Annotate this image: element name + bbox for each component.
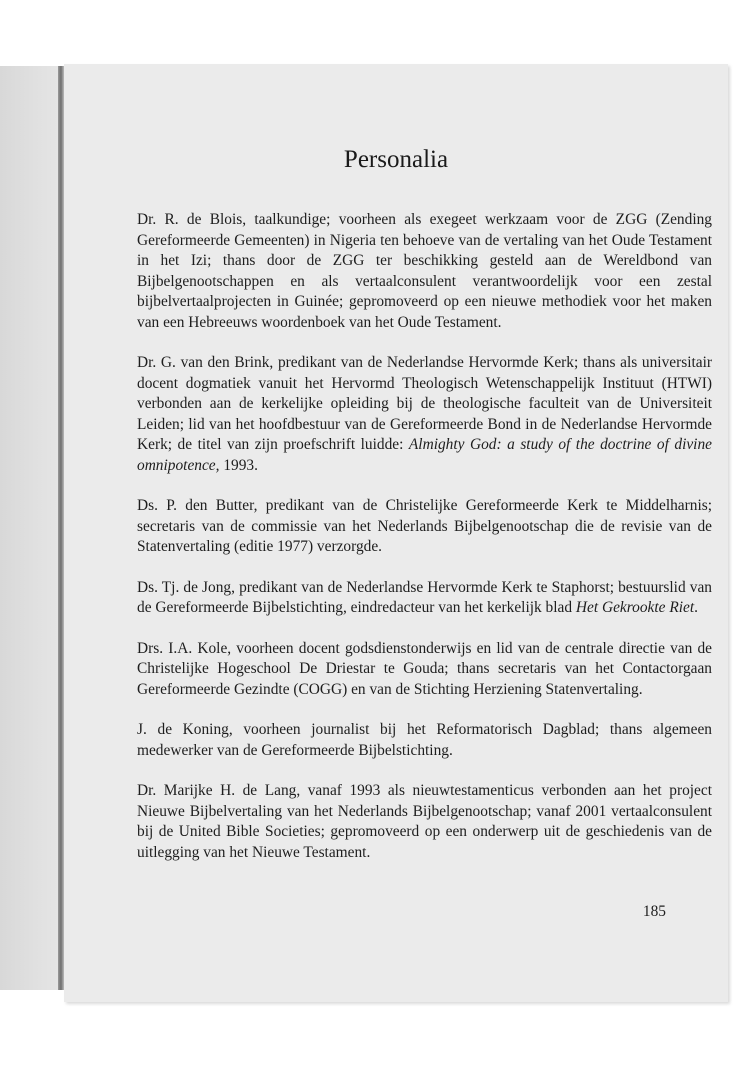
entry-den-butter	[137, 496, 712, 558]
book-page	[64, 64, 728, 1002]
page-title: Personalia	[343, 146, 449, 173]
entry-italic-title: Het Gekrookte Riet	[575, 599, 695, 616]
page-number: 185	[642, 903, 666, 920]
entry-text: Dr. Marijke H. de Lang, vanaf 1993 als nieuwtestamenticus verbonden aan het project Nieuwe Bijbelvertaling van het Nederlands Bijbelgenootschap; vanaf 2001 vertaalconsulent bij de United Bible Societies; gepromoveerd op een onderwerp uit de geschiedenis van de uitlegging van het Nieuwe Testament.	[137, 782, 712, 861]
entry-kole	[137, 639, 712, 701]
entry-text: Ds. P. den Butter, predikant van de Christelijke Gereformeerde Kerk te Middelharnis; secretaris van de commissie van het Nederlands Bijbelgenootschap die de revisie van de Statenvertaling (editie 1977) verzorgde.	[137, 497, 712, 555]
entry-van-den-brink	[137, 353, 712, 476]
entry-text: Drs. I.A. Kole, voorheen docent godsdienstonderwijs en lid van de centrale directie van de Christelijke Hogeschool De Driestar te Gouda; thans secretaris van het Contactorgaan Gereformeerde Gezindte (COGG) en van de Stichting Herziening Statenvertaling.	[137, 639, 712, 698]
entry-de-blois	[137, 210, 712, 333]
entry-text: Dr. R. de Blois, taalkundige; voorheen als exegeet werkzaam voor de ZGG (Zending Gereformeerde Gemeenten) in Nigeria ten behoeve van de vertaling van het Oude Testament in het Izi; thans door de ZGG ter beschikking gesteld aan de Wereldbond van Bijbelgenootschappen en als vertaalconsulent verantwoordelijk voor een zestal bijbelvertaalprojecten in Guinée; gepromoveerd op een nieuwe methodiek voor het maken van een Hebreeuws woordenboek van het Oude Testament.	[137, 211, 712, 331]
entry-de-lang	[137, 781, 712, 863]
entry-de-koning	[137, 720, 712, 761]
book-spine-shadow	[0, 66, 62, 990]
entry-text: Ds. Tj. de Jong, predikant van de Nederlandse Hervormde Kerk te Staphorst; bestuurslid van de Gereformeerde Bijbelstichting, eindredacteur van het kerkelijk blad	[137, 578, 712, 616]
entry-text: Dr. G. van den Brink, predikant van de Nederlandse Hervormde Kerk; thans als universitair docent dogmatiek vanuit het Hervormd Theologisch Wetenschappelijk Instituut (HTWI) verbonden aan de kerkelijke opleiding bij de theologische faculteit van de Universiteit Leiden; lid van het hoofdbestuur van de Gereformeerde Bond in de Nederlandse Hervormde Kerk; de titel van zijn proefschrift luidde:	[137, 354, 712, 453]
page-body	[137, 210, 712, 883]
entry-de-jong	[137, 578, 712, 619]
entry-italic-title: Almighty God: a study of the doctrine of divine omnipotence,	[137, 436, 712, 474]
entry-text-after: 1993.	[223, 456, 258, 474]
entry-text-after: .	[694, 599, 698, 616]
entry-text: J. de Koning, voorheen journalist bij het Reformatorisch Dagblad; thans algemeen medewerker van de Gereformeerde Bijbelstichting.	[137, 721, 712, 759]
